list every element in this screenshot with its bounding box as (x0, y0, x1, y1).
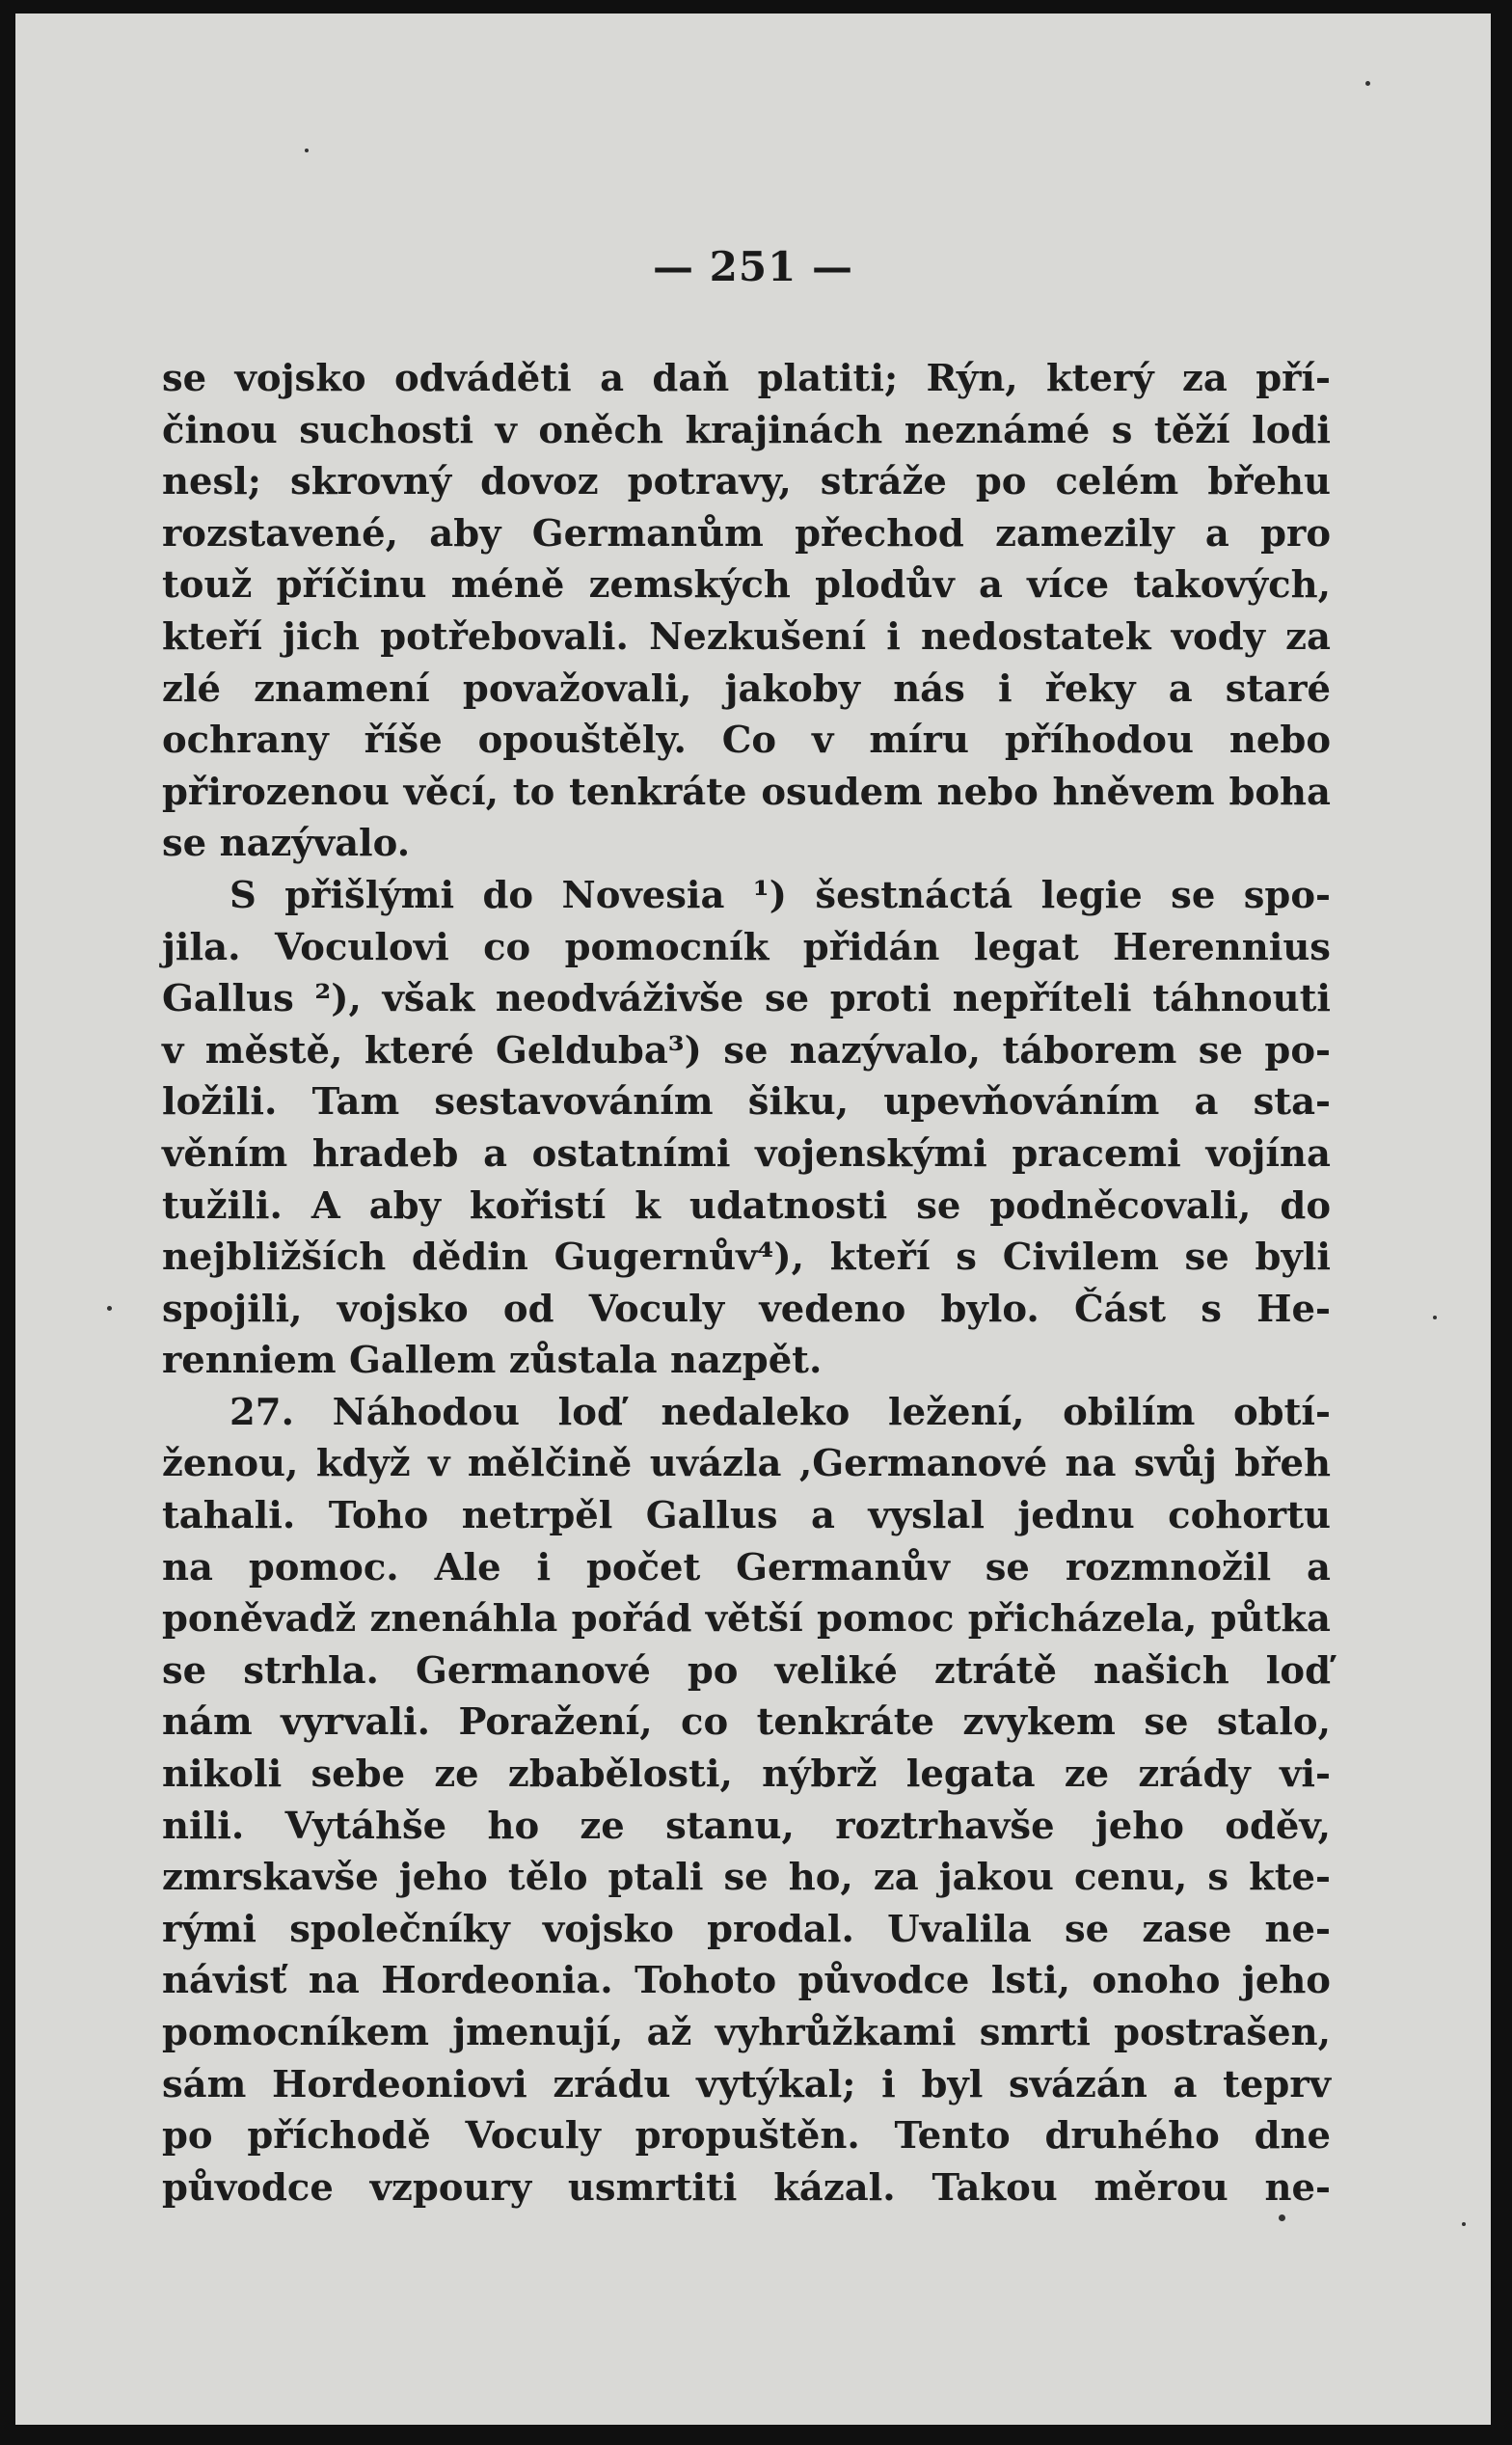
text-line: nili. Vytáhše ho ze stanu, roztrhavše jeho oděv, (162, 1804, 1331, 1848)
scanned-page (15, 14, 1491, 2425)
scan-speck (1365, 81, 1370, 86)
scan-speck (1279, 2214, 1285, 2221)
text-line: nám vyrvali. Poražení, co tenkráte zvykem se stalo, (162, 1700, 1331, 1745)
text-line: zlé znamení považovali, jakoby nás i řeky a staré (162, 666, 1331, 711)
text-line: věním hradeb a ostatními vojenskými pracemi vojína (162, 1131, 1331, 1176)
scan-speck (107, 1306, 112, 1311)
text-line: spojili, vojsko od Voculy vedeno bylo. Část s He- (162, 1287, 1331, 1331)
text-line: kteří jich potřebovali. Nezkušení i nedostatek vody za (162, 614, 1331, 659)
text-line: návisť na Hordeonia. Tohoto původce lsti, onoho jeho (162, 1959, 1331, 2003)
text-line: nejbližších dědin Gugernův⁴), kteří s Civilem se byli (162, 1236, 1331, 1280)
text-line: pomocníkem jmenují, až vyhrůžkami smrti postrašen, (162, 2011, 1331, 2054)
text-line: ložili. Tam sestavováním šiku, upevňováním a sta- (162, 1080, 1331, 1125)
text-line: touž příčinu méně zemských plodův a více takových, (162, 563, 1331, 608)
page-number: — 251 — (653, 243, 853, 290)
text-line: poněvadž znenáhla pořád větší pomoc přicházela, půtka (162, 1597, 1331, 1642)
text-line: původce vzpoury usmrtiti kázal. Takou měrou ne- (162, 2165, 1331, 2210)
text-line: na pomoc. Ale i počet Germanův se rozmnožil a (162, 1545, 1331, 1589)
text-line: činou suchosti v oněch krajinách neznámé s těží lodi (162, 408, 1331, 452)
text-line: Gallus ²), však neodváživše se proti nepříteli táhnouti (162, 977, 1331, 1021)
text-line: tahali. Toho netrpěl Gallus a vyslal jednu cohortu (162, 1494, 1331, 1538)
text-line: S přišlými do Novesia ¹) šestnáctá legie se spo- (230, 873, 1331, 917)
text-line: nikoli sebe ze zbabělosti, nýbrž legata ze zrády vi- (162, 1752, 1331, 1797)
text-line: nesl; skrovný dovoz potravy, stráže po celém břehu (162, 460, 1331, 504)
text-line: v městě, které Gelduba³) se nazývalo, táborem se po- (162, 1028, 1331, 1073)
body-text (162, 353, 1331, 2214)
text-line: sám Hordeoniovi zrádu vytýkal; i byl svázán a teprv (162, 2062, 1331, 2106)
text-line: renniem Gallem zůstala nazpět. (162, 1339, 823, 1383)
text-line: ženou, když v mělčině uvázla ,Germanové na svůj břeh (162, 1442, 1331, 1486)
scan-speck (1433, 1316, 1437, 1319)
text-line: se strhla. Germanové po veliké ztrátě našich loď (162, 1648, 1331, 1693)
text-line: jila. Voculovi co pomocník přidán legat Herennius (162, 925, 1331, 969)
text-line: rými společníky vojsko prodal. Uvalila se zase ne- (162, 1907, 1331, 1951)
scan-speck (1462, 2222, 1466, 2226)
text-line: rozstavené, aby Germanům přechod zamezily a pro (162, 511, 1331, 556)
text-line: po příchodě Voculy propuštěn. Tento druhého dne (162, 2114, 1331, 2159)
text-line: tužili. A aby kořistí k udatnosti se podněcovali, do (162, 1183, 1331, 1228)
text-line: 27. Náhodou loď nedaleko ležení, obilím obtí- (230, 1390, 1331, 1434)
text-line: ochrany říše opouštěly. Co v míru příhodou nebo (162, 719, 1331, 763)
text-line: přirozenou věcí, to tenkráte osudem nebo hněvem boha (162, 770, 1331, 814)
scan-speck (305, 149, 309, 152)
text-line: zmrskavše jeho tělo ptali se ho, za jakou cenu, s kte- (162, 1856, 1331, 1900)
text-line: se vojsko odváděti a daň platiti; Rýn, který za pří- (162, 357, 1331, 400)
text-line: se nazývalo. (162, 822, 411, 866)
